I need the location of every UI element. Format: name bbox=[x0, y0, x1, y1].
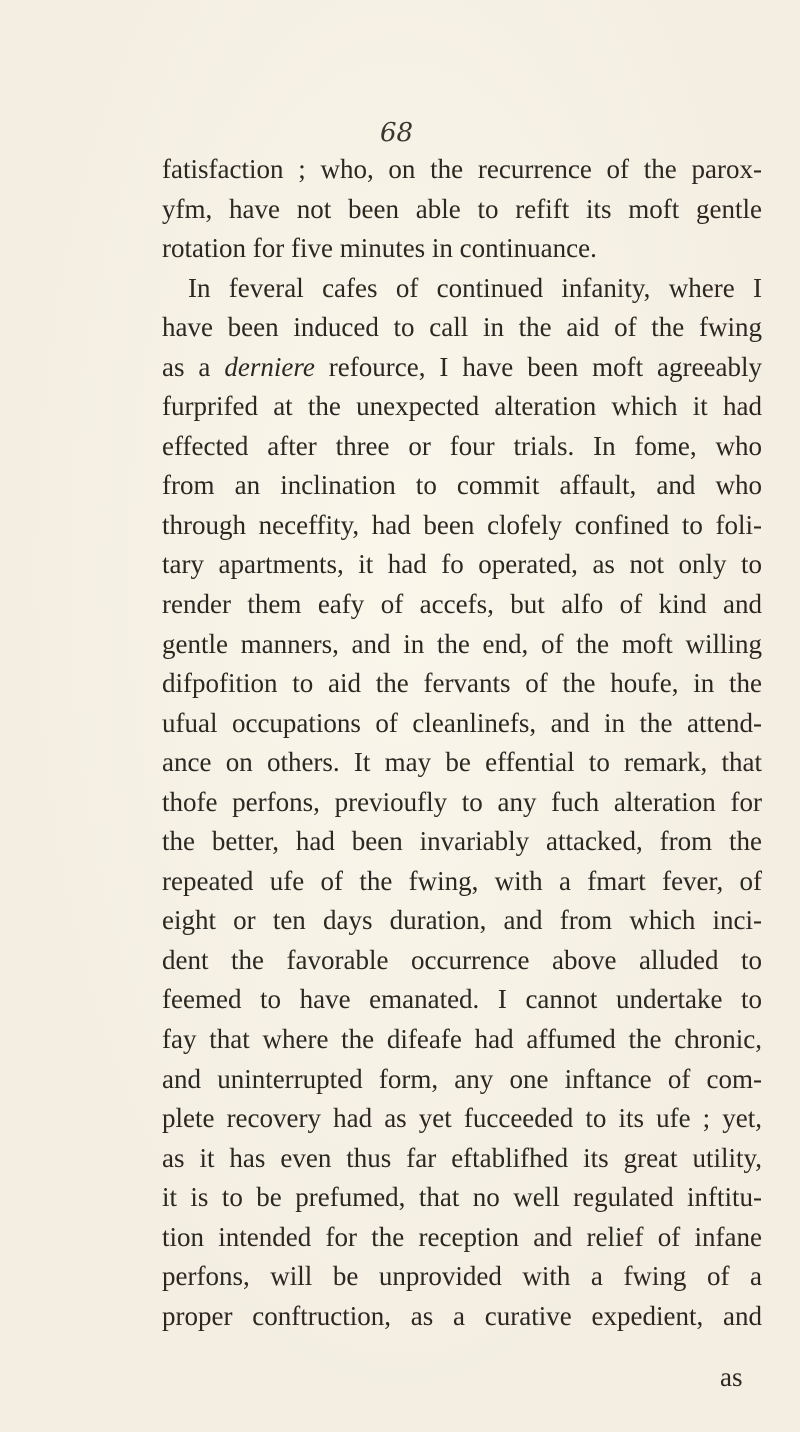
text-line: repeated ufe of the fwing, with a fmart fever, of bbox=[162, 865, 762, 896]
text-line: fay that where the difeafe had affumed the chronic, bbox=[162, 1024, 762, 1055]
text-line: as a derniere refource, I have been moft agreeably bbox=[162, 351, 762, 382]
text-line: furprifed at the unexpected alteration which it had bbox=[162, 391, 762, 422]
text-line: rotation for five minutes in continuance. bbox=[162, 233, 597, 264]
text-line: through neceffity, had been clofely confined to foli- bbox=[162, 509, 762, 540]
text-line: In feveral cafes of continued infanity, where I bbox=[188, 272, 762, 303]
text-line: render them eafy of accefs, but alfo of kind and bbox=[162, 589, 762, 620]
text-line: from an inclination to commit affault, and who bbox=[162, 470, 762, 501]
body-text bbox=[162, 150, 762, 1336]
text-line: tary apartments, it had fo operated, as not only to bbox=[162, 549, 762, 580]
text-line: and uninterrupted form, any one inftance of com- bbox=[162, 1063, 762, 1094]
text-line: as it has even thus far eftablifhed its great utility, bbox=[162, 1142, 762, 1173]
text-line: gentle manners, and in the end, of the moft willing bbox=[162, 628, 762, 659]
text-line: it is to be prefumed, that no well regulated inftitu- bbox=[162, 1182, 762, 1213]
text-line: the better, had been invariably attacked, from the bbox=[162, 826, 762, 857]
text-line: ufual occupations of cleanlinefs, and in the attend- bbox=[162, 707, 762, 738]
text-line: perfons, will be unprovided with a fwing of a bbox=[162, 1261, 762, 1292]
catchword: as bbox=[720, 1362, 743, 1392]
text-line: ance on others. It may be effential to remark, that bbox=[162, 747, 762, 778]
text-line: yfm, have not been able to refift its moft gentle bbox=[162, 193, 762, 224]
text-line: tion intended for the reception and relief of infane bbox=[162, 1221, 762, 1252]
text-line: difpofition to aid the fervants of the houfe, in the bbox=[162, 668, 762, 699]
text-line: proper conftruction, as a curative expedient, and bbox=[162, 1300, 762, 1331]
text-line: dent the favorable occurrence above alluded to bbox=[162, 944, 762, 975]
text-line: have been induced to call in the aid of the fwing bbox=[162, 312, 762, 343]
italic-phrase: derniere bbox=[224, 351, 315, 382]
text-line: eight or ten days duration, and from which inci- bbox=[162, 905, 762, 936]
text-line: feemed to have emanated. I cannot undertake to bbox=[162, 984, 762, 1015]
text-line: plete recovery had as yet fucceeded to its ufe ; yet, bbox=[162, 1103, 762, 1134]
text-line: effected after three or four trials. In fome, who bbox=[162, 430, 762, 461]
text-line: thofe perfons, previoufly to any fuch alteration for bbox=[162, 786, 762, 817]
page-number: 68 bbox=[380, 118, 414, 148]
text-line: fatisfaction ; who, on the recurrence of the parox- bbox=[162, 154, 762, 184]
